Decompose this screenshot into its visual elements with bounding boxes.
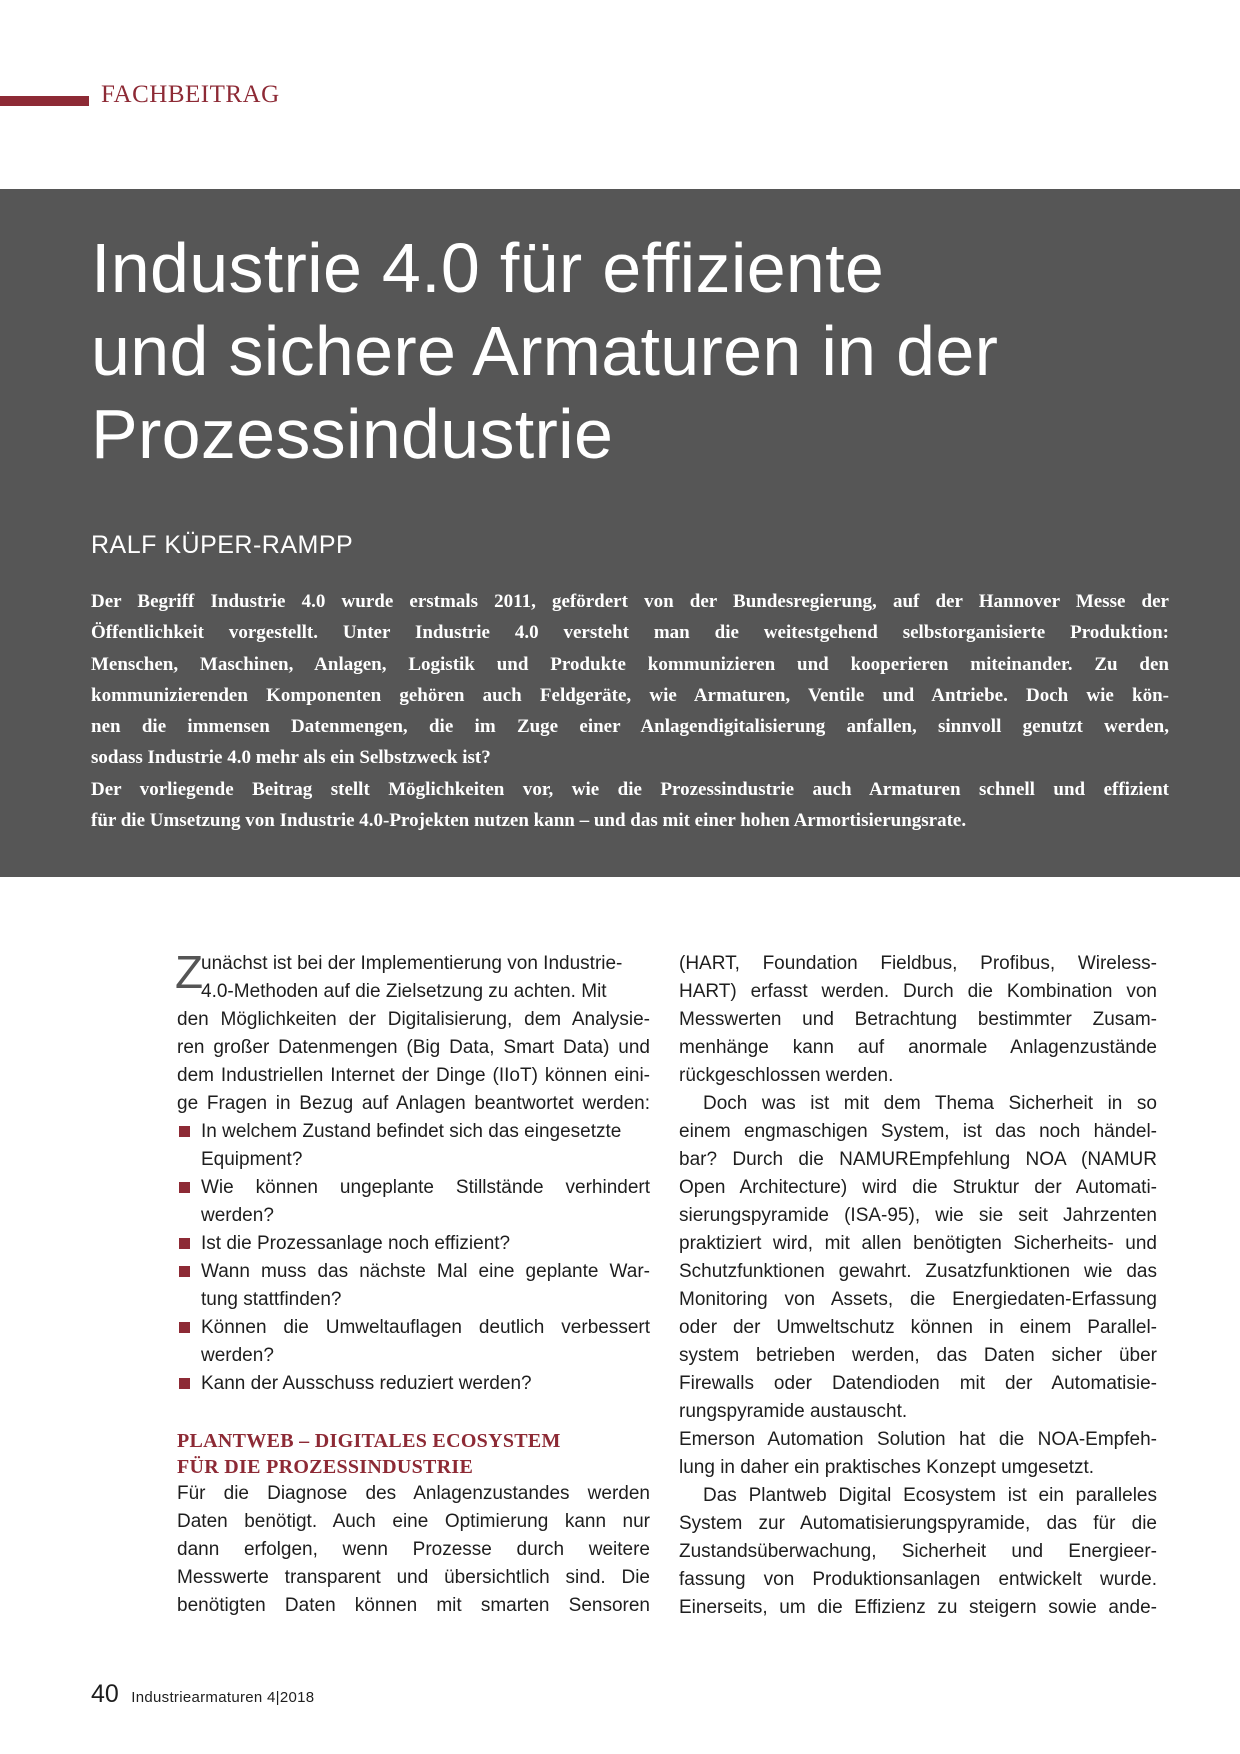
body-line: Firewalls oder Datendioden mit der Automatisie- (679, 1373, 1157, 1394)
lead-line: nen die immensen Datenmengen, die im Zuge einer Anlagendigitalisierung anfallen, sinnvoll genutzt werden, (91, 716, 1169, 738)
title-line: Prozessindustrie (91, 395, 614, 473)
lead-line: kommunizierenden Komponenten gehören auch Feldgeräte, wie Armaturen, Ventile und Antriebe. Doch wie kön- (91, 684, 1169, 706)
body-line: Schutzfunktionen gewahrt. Zusatzfunktionen wie das (679, 1261, 1157, 1282)
body-line: menhänge kann auf anormale Anlagenzustände (679, 1037, 1157, 1058)
body-line: oder der Umweltschutz können in einem Parallel- (679, 1317, 1157, 1338)
intro-line: den Möglichkeiten der Digitalisierung, dem Analysie- (177, 1009, 650, 1030)
list-item-text: tung stattfinden? (201, 1289, 342, 1310)
body-column-right (679, 950, 1157, 1622)
list-item (177, 1258, 650, 1314)
list-item-text: Wann muss das nächste Mal eine geplante War- (201, 1261, 650, 1282)
section-label: FACHBEITRAG (101, 81, 280, 108)
body-line: Daten benötigt. Auch eine Optimierung kann nur (177, 1511, 650, 1532)
body-line: Open Architecture) wird die Struktur der Automati- (679, 1177, 1157, 1198)
list-item (177, 1230, 650, 1258)
body-line: Zustandsüberwachung, Sicherheit und Energieer- (679, 1541, 1157, 1562)
title-line: und sichere Armaturen in der (91, 312, 999, 390)
intro-line: 4.0-Methoden auf die Zielsetzung zu achten. Mit (201, 981, 607, 1002)
list-item-text: werden? (201, 1205, 274, 1226)
list-item-text: Wie können ungeplante Stillstände verhindert (201, 1177, 650, 1198)
list-item (177, 1118, 650, 1174)
article-title (91, 227, 1191, 476)
body-column-left (175, 946, 650, 1620)
bullet-square-icon (179, 1322, 190, 1333)
body-line: Doch was ist mit dem Thema Sicherheit in so (703, 1093, 1157, 1114)
body-line: praktiziert wird, mit allen benötigten Sicherheits- und (679, 1233, 1157, 1254)
body-line: Das Plantweb Digital Ecosystem ist ein paralleles (703, 1485, 1157, 1506)
list-item-text: Ist die Prozessanlage noch effizient? (201, 1233, 511, 1254)
body-line: dann erfolgen, wenn Prozesse durch weitere (177, 1539, 650, 1560)
list-item-text: In welchem Zustand befindet sich das eingesetzte (201, 1121, 622, 1142)
section-heading-line: PLANTWEB – DIGITALES ECOSYSTEM (177, 1430, 561, 1452)
lead-line: Menschen, Maschinen, Anlagen, Logistik und Produkte kommunizieren und kooperieren miteinander. Zu den (91, 653, 1169, 675)
page-footer (91, 1680, 314, 1709)
author-name: RALF KÜPER-RAMPP (91, 531, 354, 559)
intro-line: ge Fragen in Bezug auf Anlagen beantwortet werden: (177, 1093, 650, 1114)
body-line: lung in daher ein praktisches Konzept umgesetzt. (679, 1457, 1095, 1478)
list-item (177, 1370, 650, 1398)
list-item-text: Kann der Ausschuss reduziert werden? (201, 1373, 532, 1394)
body-line: System zur Automatisierungspyramide, das für die (679, 1513, 1157, 1534)
body-line: einem engmaschigen System, ist das noch händel- (679, 1121, 1157, 1142)
body-line: HART) erfasst werden. Durch die Kombination von (679, 981, 1157, 1002)
section-heading (177, 1428, 650, 1480)
drop-cap: Z (175, 946, 204, 998)
list-item (177, 1174, 650, 1230)
intro-line: ren großer Datenmengen (Big Data, Smart Data) und (177, 1037, 650, 1058)
section-accent-bar (0, 96, 89, 106)
bullet-square-icon (179, 1238, 190, 1249)
bullet-square-icon (179, 1266, 190, 1277)
intro-line: unächst ist bei der Implementierung von Industrie- (201, 953, 623, 974)
body-line: Messwerte transparent und übersichtlich sind. Die (177, 1567, 650, 1588)
body-line: benötigten Daten können mit smarten Sensoren (177, 1595, 650, 1616)
article-header (0, 189, 1240, 877)
publication-issue: Industriearmaturen 4|2018 (131, 1689, 315, 1706)
bullet-square-icon (179, 1378, 190, 1389)
list-item-text: werden? (201, 1345, 274, 1366)
list-item-text: Können die Umweltauflagen deutlich verbessert (201, 1317, 650, 1338)
body-line: Emerson Automation Solution hat die NOA-Empfeh- (679, 1429, 1157, 1450)
bullet-square-icon (179, 1182, 190, 1193)
question-list (177, 1118, 650, 1398)
body-line: sierungspyramide (ISA-95), wie sie seit Jahrzenten (679, 1205, 1157, 1226)
lead-line: Der Begriff Industrie 4.0 wurde erstmals 2011, gefördert von der Bundesregierung, auf der Hannover Messe der (91, 591, 1169, 612)
body-line: fassung von Produktionsanlagen entwickelt wurde. (679, 1569, 1157, 1590)
body-line: Einerseits, um die Effizienz zu steigern sowie ande- (679, 1597, 1157, 1618)
page-number: 40 (91, 1680, 119, 1708)
body-line: Messwerten und Betrachtung bestimmter Zusam- (679, 1009, 1157, 1030)
body-line: rungspyramide austauscht. (679, 1401, 908, 1422)
body-line: (HART, Foundation Fieldbus, Profibus, Wireless- (679, 953, 1157, 974)
lead-line: Öffentlichkeit vorgestellt. Unter Industrie 4.0 versteht man die weitestgehend selbstorganisierte Produktion: (91, 622, 1169, 644)
section-heading-line: FÜR DIE PROZESSINDUSTRIE (177, 1456, 474, 1478)
bullet-square-icon (179, 1126, 190, 1137)
list-item (177, 1314, 650, 1370)
body-line: rückgeschlossen werden. (679, 1065, 894, 1086)
lead-line: sodass Industrie 4.0 mehr als ein Selbstzweck ist? (91, 747, 491, 769)
title-line: Industrie 4.0 für effiziente (91, 229, 885, 307)
body-line: Für die Diagnose des Anlagenzustandes werden (177, 1483, 650, 1504)
lead-paragraph (91, 586, 1169, 836)
body-line: Monitoring von Assets, die Energiedaten-Erfassung (679, 1289, 1157, 1310)
lead-line: Der vorliegende Beitrag stellt Möglichkeiten vor, wie die Prozessindustrie auch Armaturen schnell und effizient (91, 778, 1169, 800)
body-line: bar? Durch die NAMUREmpfehlung NOA (NAMUR (679, 1149, 1157, 1170)
list-item-text: Equipment? (201, 1149, 303, 1170)
lead-line: für die Umsetzung von Industrie 4.0-Projekten nutzen kann – und das mit einer hohen Armortisierungsrate. (91, 810, 967, 832)
intro-line: dem Industriellen Internet der Dinge (IIoT) können eini- (177, 1065, 650, 1086)
body-line: system betrieben werden, das Daten sicher über (679, 1345, 1157, 1366)
